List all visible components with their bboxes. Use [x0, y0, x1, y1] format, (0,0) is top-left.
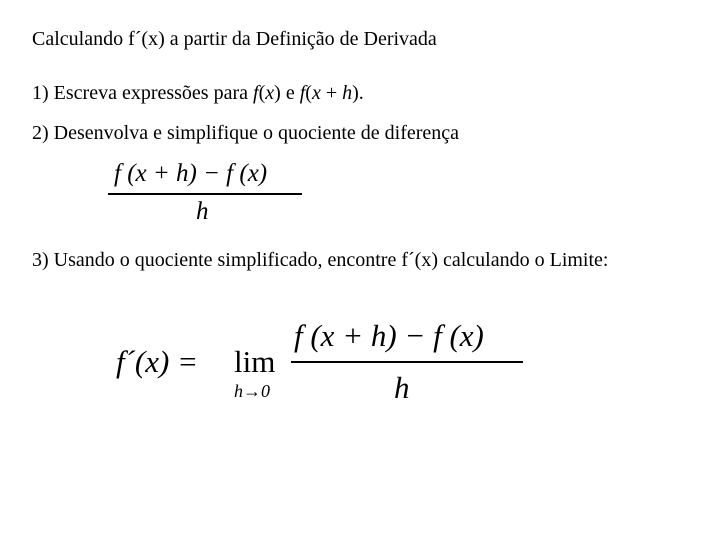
- step-1-close-paren-2: ).: [352, 82, 364, 104]
- derivative-limit-formula: [116, 316, 526, 416]
- limit-fraction-bar: [291, 361, 523, 363]
- derivative-lhs: f´(x) =: [116, 344, 199, 379]
- step-1-plus: +: [320, 82, 343, 104]
- step-1-close-paren: ): [274, 82, 281, 104]
- step-1: [32, 81, 364, 105]
- limit-denominator: h: [394, 370, 410, 405]
- step-1-x2: x: [311, 82, 321, 104]
- step-3: 3) Usando o quociente simplificado, encontre f´(x) calculando o Limite:: [32, 249, 609, 271]
- difference-quotient-fraction-bar: [108, 193, 302, 195]
- limit-subscript: h→0: [234, 381, 270, 401]
- step-1-f: f: [253, 82, 259, 104]
- limit-numerator: f (x + h) − f (x): [294, 318, 484, 353]
- step-1-prefix: 1) Escreva expressões para: [32, 82, 254, 104]
- step-1-conjunction: e: [280, 82, 300, 104]
- step-1-x: x: [265, 82, 275, 104]
- step-1-open-paren: (: [258, 82, 266, 104]
- difference-quotient-denominator: h: [196, 198, 209, 225]
- step-1-open-paren-2: (: [305, 82, 312, 104]
- limit-operator: lim: [234, 344, 276, 379]
- difference-quotient-numerator: f (x + h) − f (x): [114, 160, 268, 187]
- step-1-f2: f: [299, 82, 306, 104]
- page-title: Calculando f´(x) a partir da Definição de Derivada: [32, 28, 437, 50]
- step-1-h: h: [342, 82, 353, 104]
- difference-quotient-formula: [108, 158, 302, 228]
- step-2: 2) Desenvolva e simplifique o quociente de diferença: [32, 122, 460, 144]
